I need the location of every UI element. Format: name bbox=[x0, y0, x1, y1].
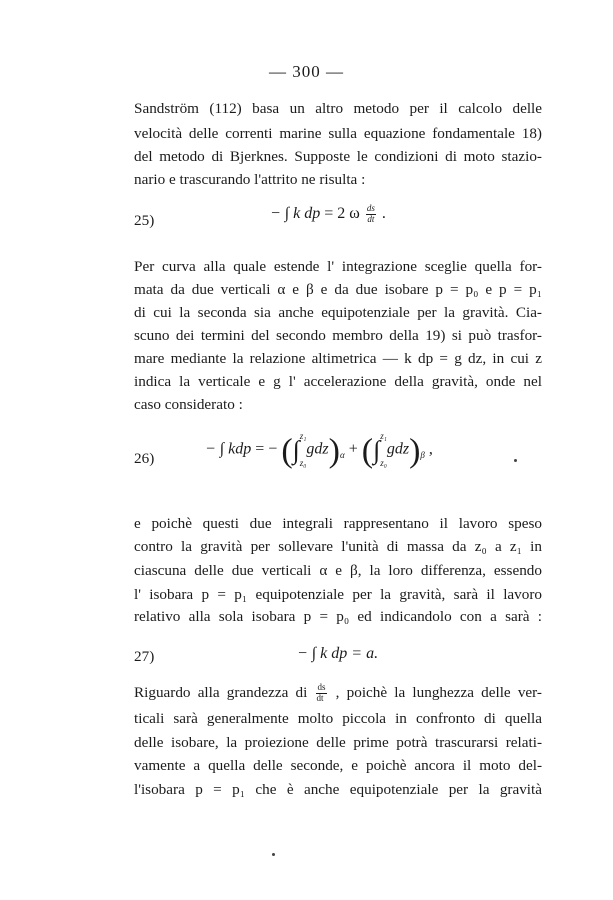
integral-1-integrand: gdz bbox=[306, 440, 329, 458]
paren-open-icon: ( bbox=[361, 432, 374, 470]
equation-25-end: . bbox=[381, 205, 386, 223]
equation-26-lhs: − ∫ kdp bbox=[205, 440, 252, 458]
equation-27: − ∫ k dp = a. bbox=[297, 645, 379, 662]
p3-line-2: contro la gravità per sollevare l'unità di massa da z₀ a z₁ in bbox=[134, 538, 542, 555]
integral-1-upper: z₁ bbox=[299, 431, 307, 441]
equation-25-number: 25) bbox=[134, 212, 155, 229]
p2-line-5: mare mediante la relazione altimetrica — k dp = g dz, in cui z bbox=[134, 350, 542, 367]
p2-line-2: mata da due verticali α e β e da due isobare p = p₀ e p = p₁ bbox=[134, 281, 542, 298]
paren-close-icon: ) bbox=[328, 432, 340, 470]
p2-line-7: caso considerato : bbox=[134, 396, 243, 413]
page-number: — 300 — bbox=[269, 62, 344, 81]
paren-close-icon: ) bbox=[409, 432, 421, 470]
p4-line-1 bbox=[134, 683, 542, 704]
integral-2: ∫ bbox=[373, 435, 381, 465]
p2-line-4: scuno dei termini del secondo membro della 19) si può trasfor- bbox=[134, 327, 542, 344]
p4-line-2: ticali sarà generalmente molto piccola in confronto di quella bbox=[134, 710, 542, 727]
p3-line-5: relativo alla sola isobara p = p₀ ed indicandolo con a sarà : bbox=[134, 608, 542, 625]
equation-25-frac-num: ds bbox=[366, 203, 375, 213]
p2-line-1: Per curva alla quale estende l' integrazione sceglie quella for- bbox=[134, 258, 542, 275]
equation-26-end: , bbox=[428, 440, 433, 458]
p3-line-3: ciascuna delle due verticali α e β, la loro differenza, essendo bbox=[134, 562, 542, 579]
equation-27-number: 27) bbox=[134, 648, 155, 665]
integral-1: ∫ bbox=[292, 435, 300, 465]
equation-25-lhs: − ∫ k dp bbox=[270, 205, 321, 223]
paren-open-icon: ( bbox=[281, 432, 293, 470]
p4-line-3: delle isobare, la proiezione delle prime potrà trascurarsi relati- bbox=[134, 734, 542, 751]
integral-2-sub: β bbox=[420, 449, 425, 460]
p1-line-2: velocità delle correnti marine sulla equazione fondamentale 18) bbox=[134, 125, 542, 142]
equation-25-frac-den: dt bbox=[367, 213, 375, 224]
p4-line-1-after: , poichè la lunghezza delle ver- bbox=[335, 683, 542, 701]
p4-fraction bbox=[316, 683, 326, 704]
p1-line-4: nario e trascurando l'attrito ne risulta : bbox=[134, 171, 366, 188]
equation-26 bbox=[205, 432, 433, 471]
p1-line-3: del metodo di Bjerknes. Supposte le condizioni di moto stazio- bbox=[134, 148, 542, 165]
p4-frac-den: dt bbox=[316, 692, 324, 703]
p2-line-3: di cui la seconda sia anche equipotenziale per la gravità. Cia- bbox=[134, 304, 542, 321]
ink-speck bbox=[514, 459, 517, 462]
p3-line-4: l' isobara p = p₁ equipotenziale per la gravità, sarà il lavoro bbox=[134, 586, 542, 603]
equation-26-number: 26) bbox=[134, 450, 155, 467]
integral-2-limits bbox=[380, 432, 387, 468]
integral-2-lower: z₀ bbox=[380, 458, 387, 468]
equation-26-plus: + bbox=[348, 440, 358, 458]
integral-2-upper: z₁ bbox=[380, 431, 387, 441]
equation-26-eq-sign: = − bbox=[255, 440, 278, 458]
p4-frac-num: ds bbox=[317, 682, 326, 692]
p4-line-5: l'isobara p = p₁ che è anche equipotenziale per la gravità bbox=[134, 781, 542, 798]
equation-25 bbox=[270, 204, 386, 225]
p1-line-1: Sandström (112) basa un altro metodo per il calcolo delle bbox=[134, 100, 542, 117]
p4-line-4: vamente a quella delle seconde, e poichè ancora il moto del- bbox=[134, 757, 542, 774]
p2-line-6: indica la verticale e g l' accelerazione della gravità, onde nel bbox=[134, 373, 542, 390]
p4-line-1-before: Riguardo alla grandezza di bbox=[134, 683, 308, 701]
integral-2-integrand: gdz bbox=[386, 440, 410, 458]
equation-25-fraction bbox=[366, 204, 376, 225]
integral-1-sub: α bbox=[339, 449, 345, 460]
p3-line-1: e poichè questi due integrali rappresentano il lavoro speso bbox=[134, 515, 542, 532]
ink-speck bbox=[272, 853, 275, 856]
equation-25-rhs: = 2 ω bbox=[324, 205, 360, 223]
integral-1-lower: z₀ bbox=[299, 458, 307, 468]
